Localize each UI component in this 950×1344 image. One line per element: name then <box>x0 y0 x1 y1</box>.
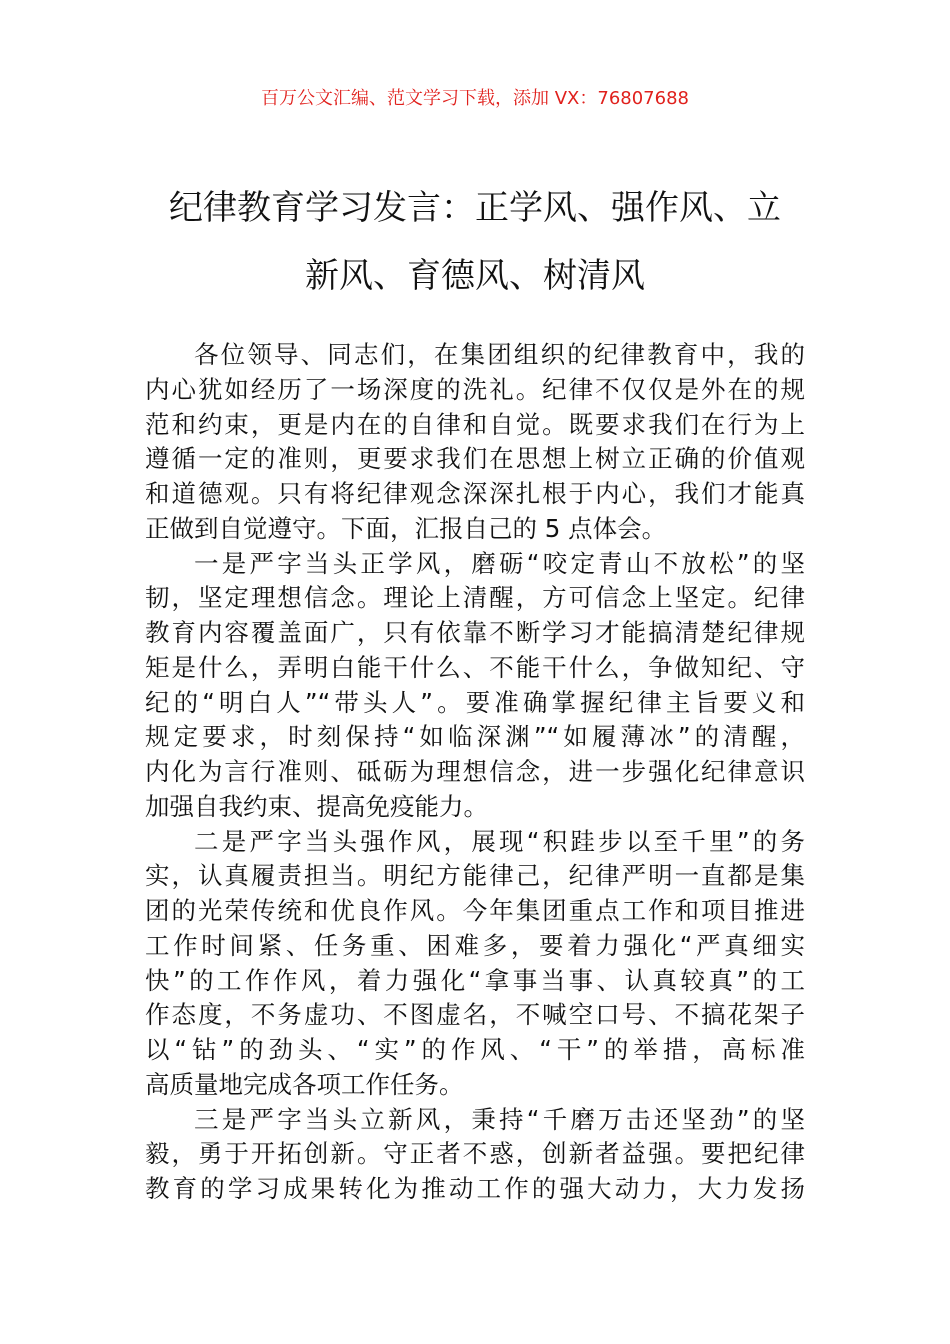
paragraph-line: 团的光荣传统和优良作风。今年集团重点工作和项目推进 <box>145 896 805 925</box>
paragraph-line: 二是严字当头强作风，展现“积跬步以至千里”的务 <box>194 826 805 856</box>
paragraph-line: 快”的工作作风，着力强化“拿事当事、认真较真”的工 <box>145 965 805 995</box>
paragraph-line: 正做到自觉遵守。下面，汇报自己的 5 点体会。 <box>145 513 667 543</box>
paragraph-line: 高质量地完成各项工作任务。 <box>145 1069 464 1099</box>
paragraph <box>145 825 805 1103</box>
paragraph-line: 规定要求，时刻保持“如临深渊”“如履薄冰”的清醒， <box>145 722 805 752</box>
paragraph-line: 作态度，不务虚功、不图虚名，不喊空口号、不搞花架子 <box>145 1000 805 1030</box>
paragraph-line: 韧，坚定理想信念。理论上清醒，方可信念上坚定。纪律 <box>145 583 805 613</box>
paragraph-line: 内心犹如经历了一场深度的洗礼。纪律不仅仅是外在的规 <box>145 374 805 404</box>
document-title-line-1: 纪律教育学习发言：正学风、强作风、立 <box>169 188 781 228</box>
paragraph-line: 实，认真履责担当。明纪方能律己，纪律严明一直都是集 <box>145 861 805 891</box>
paragraph-line: 和道德观。只有将纪律观念深深扎根于内心，我们才能真 <box>145 479 805 508</box>
paragraph-line: 遵循一定的准则，更要求我们在思想上树立正确的价值观 <box>145 444 805 474</box>
paragraph-line: 各位领导、同志们，在集团组织的纪律教育中，我的 <box>194 340 805 369</box>
paragraph-line: 工作时间紧、任务重、困难多，要着力强化“严真细实 <box>145 930 805 960</box>
paragraph-line: 毅，勇于开拓创新。守正者不惑，创新者益强。要把纪律 <box>145 1139 805 1169</box>
promo-header: 百万公文汇编、范文学习下载，添加 VX：76807688 <box>261 88 689 109</box>
paragraph-line: 以“钻”的劲头、“实”的作风、“干”的举措，高标准 <box>145 1035 805 1064</box>
paragraph-line: 内化为言行准则、砥砺为理想信念，进一步强化纪律意识 <box>145 757 805 786</box>
document-title-line-2: 新风、育德风、树清风 <box>305 256 645 296</box>
paragraph-line: 矩是什么，弄明白能干什么、不能干什么，争做知纪、守 <box>145 652 805 682</box>
paragraph-line: 纪的“明白人”“带头人”。要准确掌握纪律主旨要义和 <box>145 687 805 717</box>
paragraph-line: 三是严字当头立新风，秉持“千磨万击还坚劲”的坚 <box>194 1104 805 1134</box>
paragraph <box>145 547 805 825</box>
paragraph-line: 加强自我约束、提高免疫能力。 <box>145 791 488 821</box>
paragraph <box>145 338 805 547</box>
paragraph-line: 一是严字当头正学风，磨砺“咬定青山不放松”的坚 <box>194 548 805 578</box>
paragraph-line: 教育内容覆盖面广，只有依靠不断学习才能搞清楚纪律规 <box>145 618 805 647</box>
paragraph-line: 范和约束，更是内在的自律和自觉。既要求我们在行为上 <box>145 409 805 439</box>
paragraph <box>145 1103 805 1207</box>
paragraph-line: 教育的学习成果转化为推动工作的强大动力，大力发扬 <box>145 1174 805 1203</box>
document-body <box>145 338 805 1207</box>
